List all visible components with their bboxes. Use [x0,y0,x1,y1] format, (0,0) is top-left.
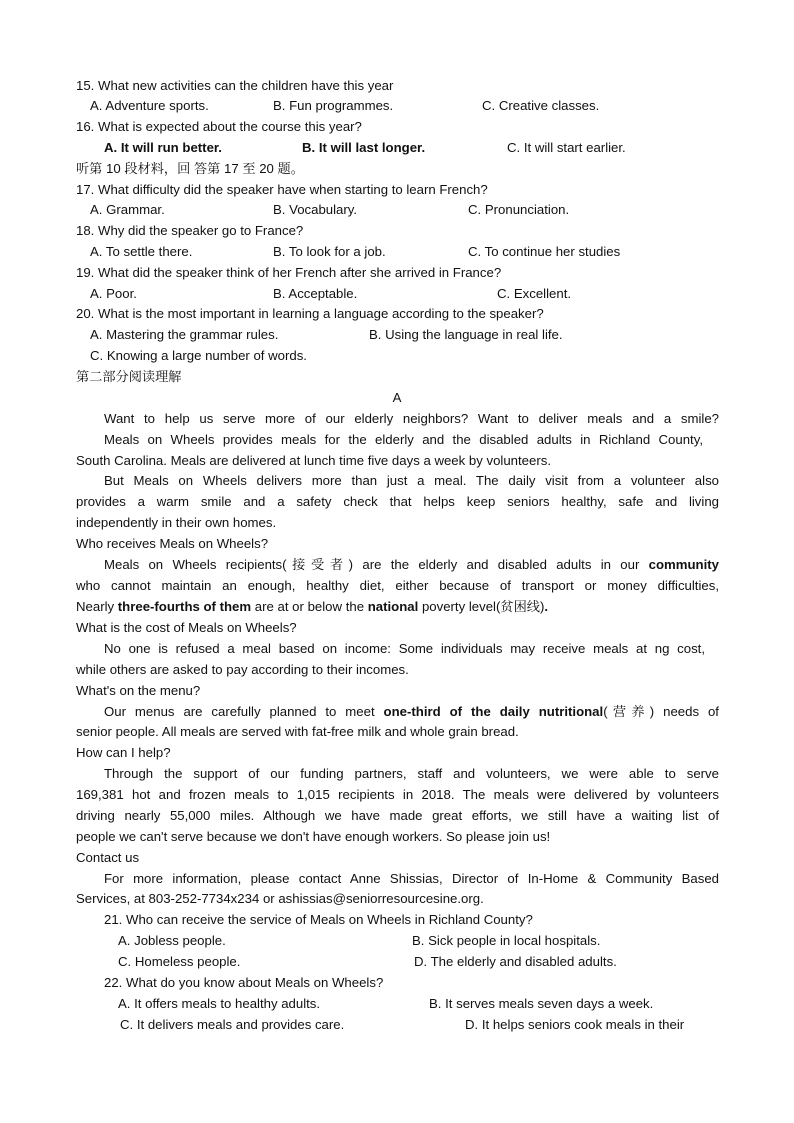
q18-stem: 18. Why did the speaker go to France? [76,223,304,238]
para-3-line-1: But Meals on Wheels delivers more than just a meal. The daily visit from a volunteer also [104,473,719,488]
para-4-line-3 [76,598,548,616]
para-1: Want to help us serve more of our elderly neighbors? Want to deliver meals and a smile? [104,411,719,426]
para-8-line-2: Services, at 803-252-7734x234 or ashissias@seniorresourcesine.org. [76,891,484,906]
passage-label: A [392,390,402,405]
q15-option-a: A. Adventure sports. [90,98,209,113]
para-6-text: Our menus are carefully planned to meet [104,704,375,719]
para-7-line-2: 169,381 hot and frozen meals to 1,015 recipients in 2018. The meals were delivered by volunteers [76,787,719,802]
para-4-text: Meals on Wheels recipients [104,557,283,572]
q20-stem: 20. What is the most important in learning a language according to the speaker? [76,306,544,321]
listening-instruction: 听第 10 段材料，回 答第 17 至 20 题。 [76,161,304,176]
q15-option-b: B. Fun programmes. [273,98,394,113]
q16-option-a: A. It will run better. [104,140,222,155]
q19-option-b: B. Acceptable. [273,286,358,301]
para-4-l3-text-2: are at or below the [254,599,365,614]
q20-option-b: B. Using the language in real life. [369,327,563,342]
q17-option-a: A. Grammar. [90,202,165,217]
para-3-line-3: independently in their own homes. [76,515,277,530]
q22-option-c: C. It delivers meals and provides care. [120,1017,345,1032]
q22-stem: 22. What do you know about Meals on Wheels? [104,975,384,990]
q18-option-c: C. To continue her studies [468,244,621,259]
q20-option-c: C. Knowing a large number of words. [90,348,307,363]
chinese-gloss-recipients: (接受者) [282,557,354,572]
q17-stem: 17. What difficulty did the speaker have when starting to learn French? [76,182,488,197]
para-5-line-1: No one is refused a meal based on income: Some individuals may receive meals at ng cost, [104,641,705,656]
q16-stem: 16. What is expected about the course this year? [76,119,362,134]
heading-contact: Contact us [76,850,140,865]
bold-national: national [367,599,419,614]
q21-stem: 21. Who can receive the service of Meals on Wheels in Richland County? [104,912,533,927]
q16-option-c: C. It will start earlier. [507,140,626,155]
para-4-l3-text: Nearly [76,599,115,614]
q20-option-a: A. Mastering the grammar rules. [90,327,279,342]
q22-option-a: A. It offers meals to healthy adults. [118,996,321,1011]
q17-option-c: C. Pronunciation. [468,202,570,217]
chinese-gloss-poverty-line: (贫困线) [495,599,545,614]
q18-option-b: B. To look for a job. [273,244,386,259]
para-2-line-2: South Carolina. Meals are delivered at lunch time five days a week by volunteers. [76,453,551,468]
para-7-line-1: Through the support of our funding partners, staff and volunteers, we were able to serve [104,766,719,781]
heading-cost: What is the cost of Meals on Wheels? [76,620,297,635]
para-7-line-4: people we can't serve because we don't have enough workers. So please join us! [76,829,551,844]
q22-option-b: B. It serves meals seven days a week. [429,996,654,1011]
q22-option-d: D. It helps seniors cook meals in their [465,1017,685,1032]
q18-option-a: A. To settle there. [90,244,193,259]
para-6-line-2: senior people. All meals are served with fat-free milk and whole grain bread. [76,724,519,739]
para-2-line-1: Meals on Wheels provides meals for the elderly and the disabled adults in Richland County, [104,432,703,447]
para-4-l3-text-3: poverty level [421,599,496,614]
heading-menu: What's on the menu? [76,683,201,698]
heading-help: How can I help? [76,745,171,760]
q19-stem: 19. What did the speaker think of her French after she arrived in France? [76,265,502,280]
para-5-line-2: while others are asked to pay according to their incomes. [76,662,409,677]
q15-stem: 15. What new activities can the children have this year [76,78,394,93]
para-6-line-1 [104,703,719,721]
q21-option-a: A. Jobless people. [118,933,226,948]
q15-option-c: C. Creative classes. [482,98,600,113]
para-6-text-cont: needs of [663,704,719,719]
q16-option-b: B. It will last longer. [302,140,426,155]
para-4-period: . [544,599,549,614]
para-4-text-cont: are the elderly and disabled adults in our [362,557,640,572]
para-8-line-1: For more information, please contact Anne Shissias, Director of In-Home & Community Based [104,871,719,886]
section-title: 第二部分阅读理解 [76,369,182,384]
bold-three-fourths: three-fourths of them [117,599,252,614]
q21-option-c: C. Homeless people. [118,954,241,969]
para-4-line-2: who cannot maintain an enough, healthy diet, either because of transport or money difficulties, [76,578,719,593]
q21-option-b: B. Sick people in local hospitals. [412,933,601,948]
para-3-line-2: provides a warm smile and a safety check that helps keep seniors healthy, safe and living [76,494,719,509]
chinese-gloss-nutrition: (营养) [603,704,655,719]
q19-option-c: C. Excellent. [497,286,572,301]
q17-option-b: B. Vocabulary. [273,202,358,217]
para-4-line-1 [104,556,719,574]
para-7-line-3: driving nearly 55,000 miles. Although we have made great efforts, we still have a waiting list of [76,808,719,823]
bold-community: community [648,557,719,572]
q19-option-a: A. Poor. [90,286,137,301]
heading-who-receives: Who receives Meals on Wheels? [76,536,269,551]
bold-nutritional: one-third of the daily nutritional [383,704,604,719]
q21-option-d: D. The elderly and disabled adults. [414,954,617,969]
